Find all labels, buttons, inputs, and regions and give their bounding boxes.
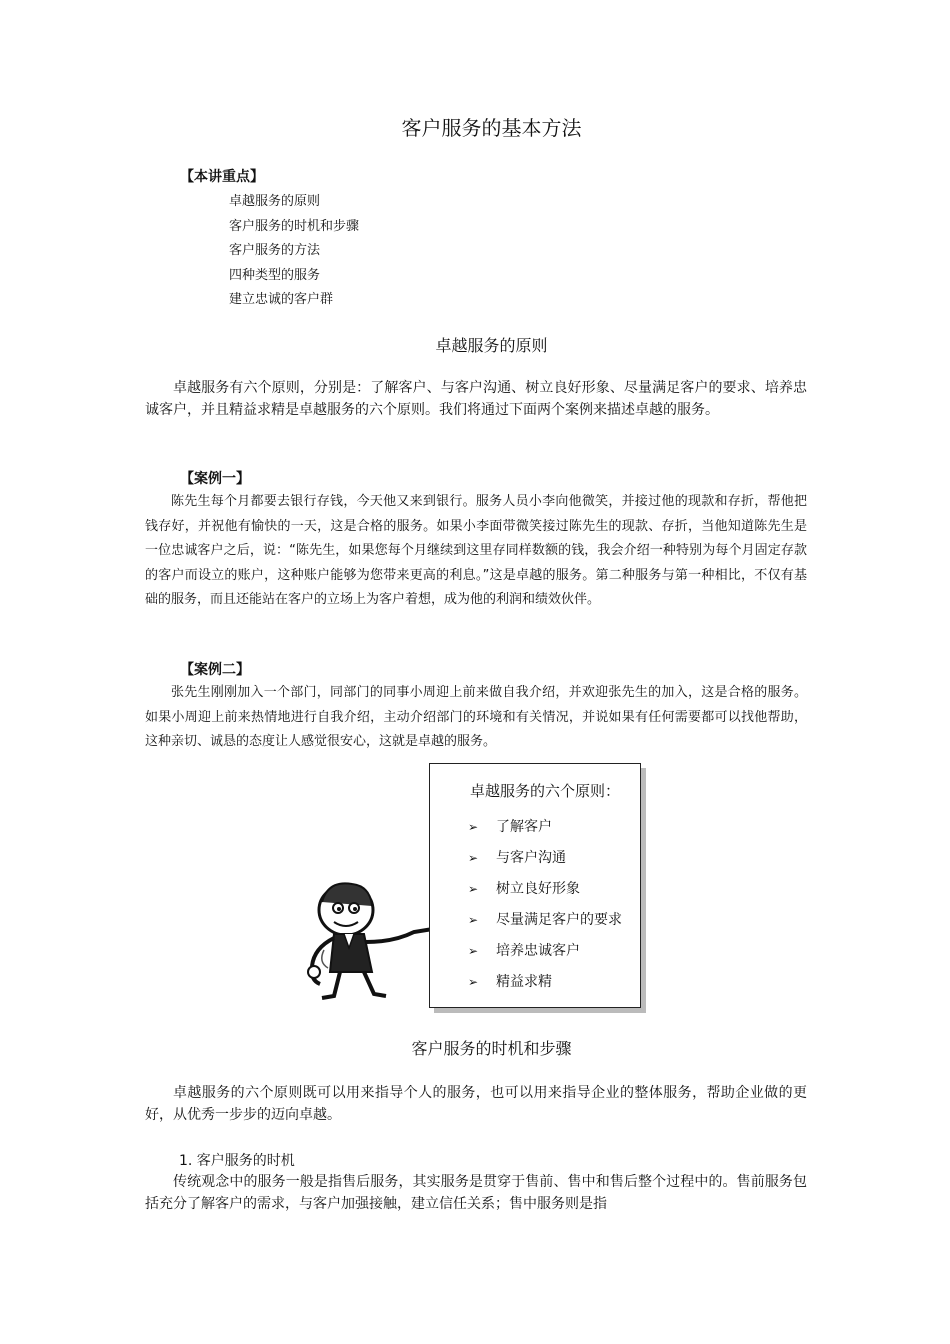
callout-item-label: 尽量满足客户的要求: [496, 912, 622, 928]
callout-item: [468, 812, 622, 843]
key-point-item: 四种类型的服务: [229, 267, 321, 283]
callout-item: [468, 874, 622, 905]
arrow-bullet-icon: ➢: [468, 975, 479, 989]
callout-item-label: 培养忠诚客户: [496, 943, 580, 959]
principles-intro-paragraph: 卓越服务有六个原则，分别是：了解客户、与客户沟通、树立良好形象、尽量满足客户的要求、培养忠诚客户，并且精益求精是卓越服务的六个原则。我们将通过下面两个案例来描述卓越的服务。: [145, 380, 807, 418]
arrow-bullet-icon: ➢: [468, 882, 479, 896]
section-title-principles: 卓越服务的原则: [435, 336, 548, 355]
arrow-bullet-icon: ➢: [468, 944, 479, 958]
key-points-list: [229, 190, 359, 313]
callout-list: [468, 812, 622, 998]
key-point-item: 客户服务的方法: [229, 243, 321, 258]
callout-item: [468, 905, 622, 936]
principles-callout-box: [429, 763, 641, 1008]
callout-item-label: 树立良好形象: [496, 881, 580, 897]
case2-heading: 【案例二】: [180, 662, 250, 678]
subsection-heading: 1. 客户服务的时机: [179, 1153, 295, 1169]
callout-item-label: 了解客户: [496, 819, 552, 835]
timing-intro-paragraph: 卓越服务的六个原则既可以用来指导个人的服务，也可以用来指导企业的整体服务，帮助企业做的更好，从优秀一步步的迈向卓越。: [145, 1085, 807, 1123]
arrow-bullet-icon: ➢: [468, 913, 479, 927]
arrow-bullet-icon: ➢: [468, 851, 479, 865]
callout-title: 卓越服务的六个原则：: [470, 782, 621, 800]
key-points-heading: 【本讲重点】: [180, 169, 264, 185]
arrow-bullet-icon: ➢: [468, 820, 479, 834]
case1-paragraph: 陈先生每个月都要去银行存钱，今天他又来到银行。服务人员小李向他微笑，并接过他的现款和存折，帮他把钱存好，并祝他有愉快的一天，这是合格的服务。如果小李面带微笑接过陈先生的现款、存折，当他知道陈先生是一位忠诚客户之后，说：“陈先生，如果您每个月继续到这里存同样数额的钱，我会介绍一种特别为每个月固定存款的客户而设立的账户，这种账户能够为您带来更高的利息。”这是卓越的服务。第二种服务与第一种相比，不仅有基础的服务，而且还能站在客户的立场上为客户着想，成为他的利润和绩效伙伴。: [145, 494, 807, 607]
timing-paragraph: 传统观念中的服务一般是指售后服务，其实服务是贯穿于售前、售中和售后整个过程中的。售前服务包括充分了解客户的需求，与客户加强接触，建立信任关系；售中服务则是指: [145, 1174, 807, 1212]
callout-item-label: 精益求精: [496, 974, 552, 990]
callout-item: [468, 967, 622, 998]
callout-item-label: 与客户沟通: [496, 850, 566, 866]
key-point-item: 卓越服务的原则: [229, 194, 321, 209]
case1-heading: 【案例一】: [180, 471, 250, 487]
callout-item: [468, 843, 622, 874]
section-title-timing: 客户服务的时机和步骤: [411, 1039, 572, 1058]
callout-item: [468, 936, 622, 967]
six-principles-figure: [294, 752, 690, 1012]
key-point-item: 建立忠诚的客户群: [229, 292, 334, 307]
page-title: 客户服务的基本方法: [401, 116, 582, 140]
case2-paragraph: 张先生刚刚加入一个部门，同部门的同事小周迎上前来做自我介绍，并欢迎张先生的加入，这是合格的服务。如果小周迎上前来热情地进行自我介绍，主动介绍部门的环境和有关情况，并说如果有任何需要都可以找他帮助，这种亲切、诚恳的态度让人感觉很安心，这就是卓越的服务。: [145, 685, 807, 749]
key-point-item: 客户服务的时机和步骤: [229, 218, 360, 234]
